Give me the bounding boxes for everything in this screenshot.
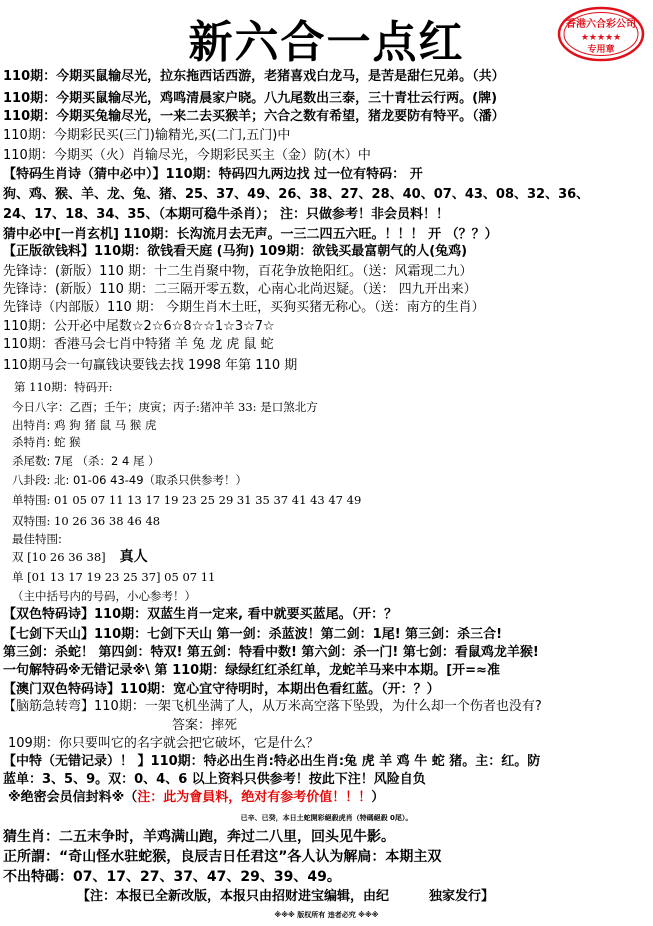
text-line-29: 【双色特码诗】110期：双蓝生肖一定来, 看中就要买蓝尾。（开：？ xyxy=(3,607,398,622)
text-line-19: 出特肖: 鸡 狗 猪 鼠 马 猴 虎 xyxy=(12,418,157,432)
zhen-ren-mark: 真人 xyxy=(119,549,148,565)
text-line-33: 【澳门双色特码诗】110期：宽心宜守待明时，本期出色看红蓝。（开：？） xyxy=(3,682,440,697)
text-line-40: 已辛、已癸，本日土蛇開彩絕殺虎肖（特碼絕殺 0尾）。 xyxy=(240,814,413,822)
text-line-28: （主中括号内的号码，小心参考！） xyxy=(12,589,196,603)
text-line-31: 第三剑：杀蛇！ 第四剑：特双! 第五剑：特看中数! 第六剑：杀一门! 第七剑：看鼠鸡龙羊猴! xyxy=(3,645,539,660)
text-line-35: 答案：摔死 xyxy=(172,718,238,733)
seal-stars: ★★★★★ xyxy=(580,33,622,43)
member-note: 注：此为會員料，绝对有参考价值！！！ xyxy=(137,790,372,805)
company-seal-stamp xyxy=(556,5,646,63)
text-line-22: 八卦段: 北: 01-06 43-49（取杀只供参考！） xyxy=(12,473,248,487)
text-line-1: 110期：今期买鼠输尽光，拉东拖西话西游，老猪喜戏白龙马，是苦是甜仨兄弟。（共） xyxy=(3,69,505,84)
text-line-16: 110期马会一句赢钱诀要钱去找 1998 年第 110 期 xyxy=(3,358,298,373)
text-line-39 xyxy=(8,790,384,806)
text-line-11: 先锋诗：(新版）110 期：十二生肖聚中物，百花争放艳阳红。（送：风霜现二九） xyxy=(3,264,473,279)
text-line-36: 109期：你只要叫它的名字就会把它破坏，它是什么？ xyxy=(8,736,319,751)
seal-bottom-text: 专用章 xyxy=(587,45,615,55)
text-line-12: 先锋诗：(新版）110 期：二三隔开零五数，心南心北尚迟疑。（送： 四九开出来） xyxy=(3,282,477,297)
text-line-20: 杀特肖: 蛇 猴 xyxy=(12,435,81,449)
text-line-27: 单 [01 13 17 19 23 25 37] 05 07 11 xyxy=(12,570,216,584)
footer-publisher: 独家发行】 xyxy=(429,889,495,904)
text-line-18: 今日八字：乙酉；壬午；庚寅；丙子:猪冲羊 33: 是口煞北方 xyxy=(12,400,318,414)
text-line-43: 不出特碼：07、17、27、37、47、29、39、49。 xyxy=(3,869,341,885)
text-line-42: 正所謂：“奇山怪水驻蛇猴，良辰吉日任君这”各人认为解扃：本期主双 xyxy=(3,849,442,865)
text-line-9: 猜中必中[一肖玄机] 110期：长沟流月去无声。一三二四五六旺。！！！ 开 （？？） xyxy=(3,227,498,242)
envelope-label: ※绝密会员信封料※（ xyxy=(8,790,138,805)
text-line-10: 【正版欲钱料】110期：欲钱看天庭 (马狗) 109期：欲钱买最富朝气的人(兔鸡) xyxy=(3,244,468,259)
text-line-5: 110期：今期买（火）肖输尽光，今期彩民买主（金）防(木）中 xyxy=(3,148,371,163)
page-title: 新六合一点红 xyxy=(188,17,465,68)
footer-note: 【注：本报已全新改版，本报只由招财进宝编辑，由纪 xyxy=(77,889,390,904)
copyright-line: ※※※ 版权所有 违者必究 ※※※ xyxy=(274,911,379,919)
text-line-6: 【特码生肖诗（猜中必中）】110期：特码四九两边找 过一位有特码： 开 xyxy=(3,167,423,182)
text-line-14: 110期：公开必中尾数☆2☆6☆8☆☆1☆3☆7☆ xyxy=(3,319,275,334)
text-line-21: 杀尾数: 7尾 （杀：2 4 尾 ） xyxy=(12,454,160,468)
text-line-17: 第 110期：特码开: xyxy=(14,380,113,394)
text-line-38: 蓝单：3、5、9。双：0、4、6 以上资料只供参考！按此下注！风险自负 xyxy=(3,772,426,787)
text-line-25: 最佳特围: xyxy=(12,532,62,546)
text-line-37: 【中特（无错记录）！ 】110期：特必出生肖:特必出生肖:兔 虎 羊 鸡 牛 蛇 猪。主：红。防 xyxy=(3,754,541,769)
text-line-24: 双特围: 10 26 36 38 46 48 xyxy=(12,514,161,528)
double-group: 双 [10 26 36 38] xyxy=(12,550,106,564)
text-line-44 xyxy=(77,889,494,905)
text-line-8: 24、17、18、34、35、（本期可稳牛杀肖）； 注：只做参考！非会员料！！ xyxy=(3,207,449,222)
text-line-4: 110期：今期彩民买(三门)输精光,买(二门,五门)中 xyxy=(3,128,291,143)
text-line-7: 狗、鸡、猴、羊、龙、兔、猪、25、37、49、26、38、27、28、40、07、43、08、32、36、 xyxy=(3,187,590,202)
envelope-close: ） xyxy=(371,790,385,805)
text-line-26 xyxy=(12,549,148,565)
text-line-23: 单特围: 01 05 07 11 13 17 19 23 25 29 31 35 37 41 43 47 49 xyxy=(12,493,362,507)
text-line-32: 一句解特码※无错记录※\ 第 110期：绿绿红红杀红单，龙蛇羊马来中本期。[开=≈准 xyxy=(3,663,500,678)
text-line-15: 110期：香港马会七肖中特猪 羊 兔 龙 虎 鼠 蛇 xyxy=(3,337,274,352)
text-line-34: 【脑筋急转弯】110期：一架飞机坐满了人，从万米高空落下坠毁，为什么却一个伤者也没有? xyxy=(3,699,542,714)
text-line-3: 110期：今期买兔输尽光，一来二去买猴羊；六合之数有希望，猪龙要防有特平。（潘） xyxy=(3,109,505,124)
seal-top-text: 香港六合彩公司 xyxy=(566,19,636,30)
text-line-2: 110期：今期买鼠输尽光，鸡鸣清晨家户晓。八九尾数出三泰，三十青壮云行两。(牌) xyxy=(3,91,498,106)
text-line-41: 猜生肖：二五末争时，羊鸡满山跑，奔过二八里，回头见牛影。 xyxy=(3,829,395,845)
text-line-13: 先锋诗（内部版）110 期： 今期生肖木土旺，买狗买猪无称心。（送：南方的生肖） xyxy=(3,300,485,315)
text-line-30: 【七剑下天山】110期：七剑下天山 第一剑：杀蓝波！第二剑：1尾! 第三剑：杀三合! xyxy=(3,627,503,642)
